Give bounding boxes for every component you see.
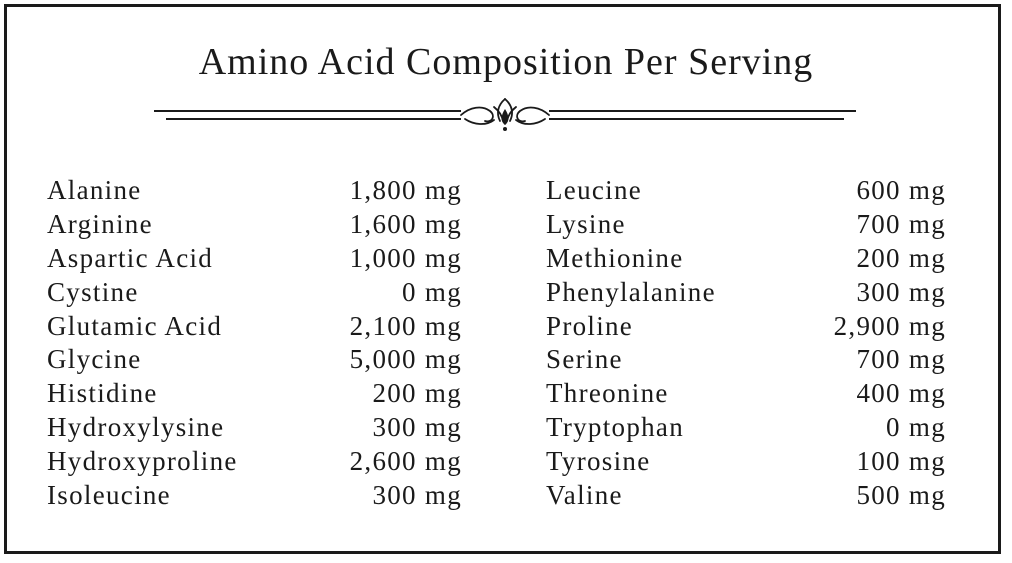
amino-acid-row bbox=[546, 445, 946, 479]
amino-acid-name: Glycine bbox=[47, 344, 142, 375]
amino-acid-name: Isoleucine bbox=[47, 480, 171, 511]
amino-acid-row bbox=[546, 174, 946, 208]
page-title: Amino Acid Composition Per Serving bbox=[198, 41, 814, 83]
amino-acid-amount: 300 mg bbox=[856, 276, 946, 307]
amino-acid-row bbox=[546, 276, 946, 310]
amino-acid-row bbox=[47, 310, 462, 344]
amino-acid-name: Histidine bbox=[47, 378, 158, 409]
amino-acid-name: Hydroxylysine bbox=[47, 412, 225, 443]
amino-acid-name: Cystine bbox=[47, 276, 139, 307]
amino-acid-amount: 600 mg bbox=[856, 175, 946, 205]
amino-acid-row bbox=[546, 479, 946, 513]
amino-acid-row bbox=[546, 343, 946, 377]
amino-acid-row bbox=[47, 174, 462, 208]
amino-acid-amount: 400 mg bbox=[856, 378, 946, 409]
amino-acid-name: Aspartic Acid bbox=[47, 242, 214, 273]
amino-acid-row bbox=[546, 242, 946, 276]
amino-acid-amount: 700 mg bbox=[856, 208, 946, 239]
amino-acid-name: Proline bbox=[546, 310, 634, 341]
amino-acid-name: Methionine bbox=[546, 242, 684, 273]
amino-acid-name: Serine bbox=[546, 344, 623, 375]
amino-acid-name: Hydroxyproline bbox=[47, 446, 238, 477]
amino-acid-row bbox=[546, 310, 946, 344]
amino-acid-amount: 200 mg bbox=[372, 378, 462, 409]
left-amino-acid-list bbox=[47, 174, 462, 513]
amino-acid-amount: 0 mg bbox=[886, 412, 946, 443]
amino-acid-amount: 700 mg bbox=[856, 344, 946, 375]
amino-acid-amount: 2,100 mg bbox=[349, 310, 462, 341]
amino-acid-name: Tyrosine bbox=[546, 446, 651, 477]
amino-acid-row bbox=[546, 377, 946, 411]
amino-acid-row bbox=[47, 411, 462, 445]
amino-acid-name: Valine bbox=[546, 480, 623, 511]
amino-acid-row bbox=[47, 479, 462, 513]
flourish-divider-icon bbox=[152, 93, 858, 133]
amino-acid-amount: 100 mg bbox=[856, 446, 946, 477]
amino-acid-row bbox=[47, 343, 462, 377]
amino-acid-amount: 1,600 mg bbox=[349, 208, 462, 239]
amino-acid-name: Arginine bbox=[47, 208, 153, 239]
amino-acid-amount: 1,800 mg bbox=[349, 175, 462, 205]
amino-acid-row bbox=[47, 242, 462, 276]
amino-acid-name: Threonine bbox=[546, 378, 669, 409]
amino-acid-amount: 500 mg bbox=[856, 480, 946, 511]
amino-acid-row bbox=[47, 208, 462, 242]
amino-acid-name: Lysine bbox=[546, 208, 626, 239]
amino-acid-amount: 5,000 mg bbox=[349, 344, 462, 375]
amino-acid-name: Glutamic Acid bbox=[47, 310, 223, 341]
amino-acid-amount: 300 mg bbox=[372, 480, 462, 511]
amino-acid-name: Tryptophan bbox=[546, 412, 685, 443]
right-amino-acid-list bbox=[546, 174, 946, 513]
amino-acid-row bbox=[47, 445, 462, 479]
amino-acid-row bbox=[47, 276, 462, 310]
amino-acid-row bbox=[546, 411, 946, 445]
amino-acid-amount: 0 mg bbox=[402, 276, 462, 307]
amino-acid-row bbox=[47, 377, 462, 411]
amino-acid-name: Leucine bbox=[546, 175, 643, 205]
amino-acid-row bbox=[546, 208, 946, 242]
amino-acid-amount: 2,900 mg bbox=[833, 310, 946, 341]
amino-acid-amount: 300 mg bbox=[372, 412, 462, 443]
amino-acid-name: Alanine bbox=[47, 175, 142, 205]
amino-acid-amount: 200 mg bbox=[856, 242, 946, 273]
amino-acid-amount: 1,000 mg bbox=[349, 242, 462, 273]
amino-acid-name: Phenylalanine bbox=[546, 276, 716, 307]
amino-acid-amount: 2,600 mg bbox=[349, 446, 462, 477]
